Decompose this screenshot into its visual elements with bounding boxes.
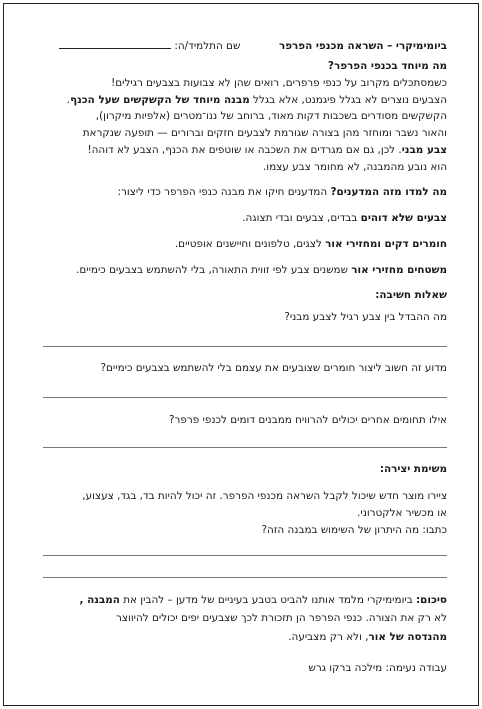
intro-line-2: הצבעים נוצרים לא בגלל פיגמנט, אלא בגלל מבנה מיוחד של הקשקשים שעל הכנף. [66, 94, 447, 106]
task-answer-line-1[interactable] [43, 555, 447, 556]
task-line-1: ציירו מוצר חדש שיכול לקבל השראה מכנפי הפרפר. זה יכול להיות בד, בגד, צעצוע, [82, 490, 447, 502]
task-line-3: כתבו: מה היתרון של השימוש במבנה הזה? [261, 524, 447, 536]
intro-line-6: הוא נובע מהמבנה, לא מחומר צבע עצמו. [262, 161, 447, 173]
student-name-field[interactable] [59, 48, 171, 49]
question-2: מדוע זה חשוב ליצור חומרים שצובעים את עצמם בלי להשתמש בצבעים כימיים? [100, 362, 447, 374]
intro-line-5: צבע מבני. לכן, גם אם מגרדים את השכבה או שוטפים את הכנף, הצבע לא דוהה! [87, 144, 447, 156]
student-name-label: שם התלמיד/ה: [174, 40, 241, 52]
task-line-2: או מכשיר אלקטרוני. [357, 507, 447, 519]
summary-line-2: לא רק את הצורה. כנפי הפרפר הן תזכורת לכך שצבעים יפים יכולים להיווצר [115, 612, 447, 624]
question-3: אילו תחומים אחרים יכולים להרוויח ממבנים דומים לכנפי פרפר? [169, 414, 447, 426]
learn-item-1: צבעים שלא דוהים בבדים, צבעים ובדי תצוגה. [242, 212, 447, 224]
summary-line-3: מהנדסה של אור, ולא רק מצביעה. [288, 631, 447, 643]
question-1: מה ההבדל בין צבע רגיל לצבע מבני? [284, 311, 447, 323]
learn-heading: מה למדו מזה המדענים? המדענים חיקו את מבנה כנפי הפרפר כדי ליצור: [117, 186, 447, 198]
intro-line-1: כשמסתכלים מקרוב על כנפי פרפרים, רואים שהן לא צבועות בצבעים רגילים! [111, 77, 447, 89]
header-row [37, 39, 447, 53]
intro-question: מה מיוחד בכנפי הפרפר? [327, 60, 447, 72]
task-heading: משימת יצירה: [379, 463, 447, 475]
worksheet-title: ביומימיקרי – השראה מכנפי הפרפר [278, 40, 447, 52]
credit-line: עבודה נעימה: מילכה ברקו גרש [308, 662, 447, 674]
intro-line-3: הקשקשים מסודרים בשכבות דקות מאוד, ברוחב של ננו־מטרים (אלפיות מיקרון), [95, 110, 447, 122]
answer-line-3[interactable] [43, 447, 447, 448]
questions-heading: שאלות חשיבה: [375, 289, 447, 301]
worksheet-page [3, 3, 479, 706]
intro-line-4: והאור נשבר ומוחזר מהן בצורה שגורמת לצבעים חזקים וברורים — תופעה שנקראת [82, 127, 447, 139]
task-answer-line-2[interactable] [43, 577, 447, 578]
answer-line-1[interactable] [43, 346, 447, 347]
answer-line-2[interactable] [43, 397, 447, 398]
learn-item-2: חומרים דקים ומחזירי אור לצגים, טלפונים וחיישנים אופטיים. [174, 238, 447, 250]
summary-line-1: סיכום: ביומימיקרי מלמד אותנו להביט בטבע בעיניים של מדען – להבין את המבנה , [79, 594, 447, 606]
learn-item-3: משטחים מחזירי אור שמשנים צבע לפי זווית התאורה, בלי להשתמש בצבעים כימיים. [76, 264, 447, 276]
